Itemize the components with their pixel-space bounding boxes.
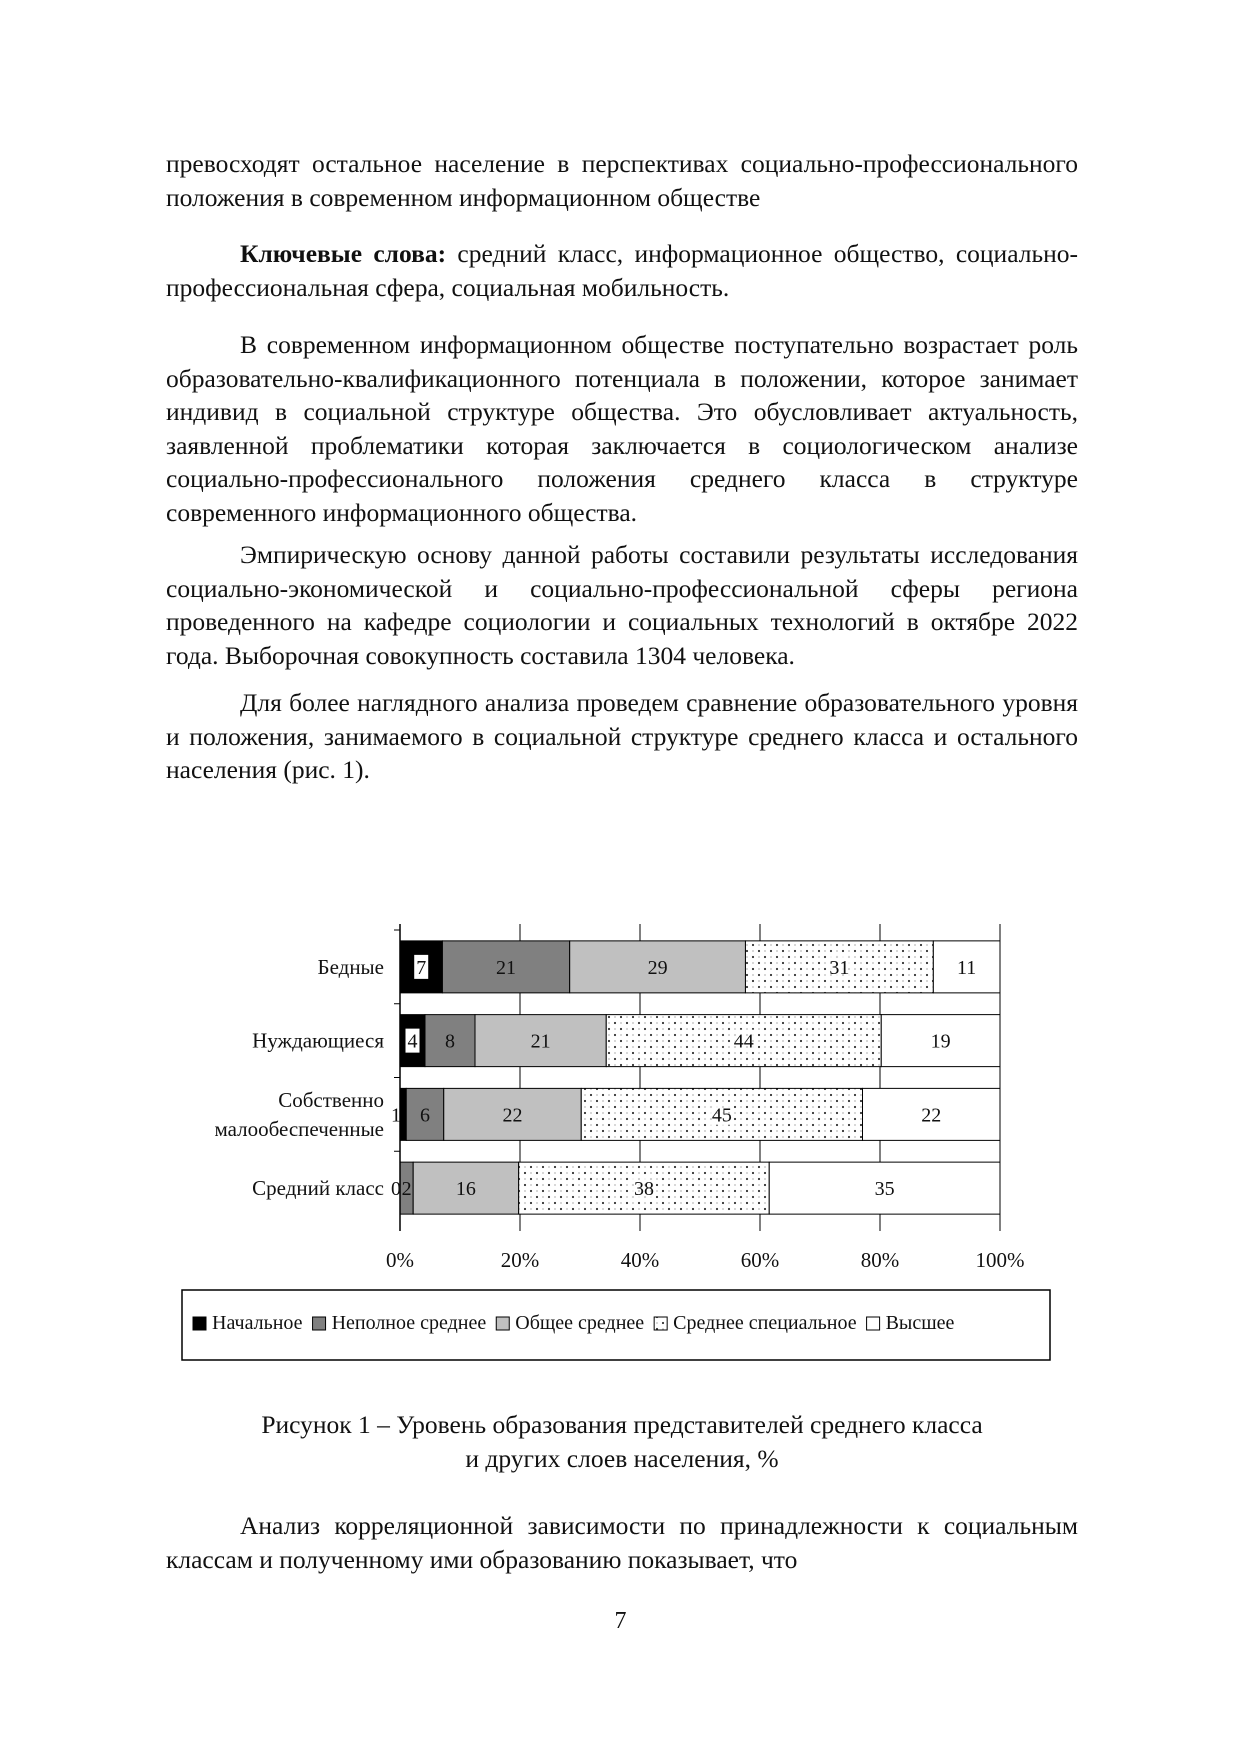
data-label: 45 [711, 1104, 732, 1127]
x-tick-label: 20% [500, 1248, 540, 1272]
category-label: Собственно малообеспеченные [214, 1087, 384, 1141]
x-tick-label: 0% [386, 1248, 414, 1272]
keywords-text: средний класс, информационное общество, социально-профессиональная сфера, социальная мобильность. [166, 239, 1078, 302]
keywords-label: Ключевые слова: [240, 239, 447, 268]
legend-swatch [313, 1317, 326, 1330]
x-tick-label: 80% [860, 1248, 900, 1272]
data-label: 35 [874, 1178, 895, 1201]
data-label: 22 [502, 1104, 523, 1127]
x-tick-label: 60% [740, 1248, 780, 1272]
data-label: 6 [420, 1104, 430, 1127]
figure-caption [166, 1408, 1078, 1475]
data-label: 7 [416, 956, 427, 979]
legend-swatch [867, 1317, 880, 1330]
data-label: 8 [445, 1030, 455, 1053]
data-label: 2 [401, 1178, 412, 1201]
data-label: 44 [733, 1030, 754, 1053]
data-label: 29 [647, 956, 668, 979]
x-tick-label: 100% [975, 1248, 1025, 1272]
data-label: 16 [455, 1178, 476, 1201]
data-label: 19 [930, 1030, 951, 1053]
paragraph-intro-end: превосходят остальное население в перспективах социально-профессионального положения в современном информационном обществе [166, 149, 1078, 212]
category-label: Бедные [317, 954, 384, 979]
data-label: 11 [957, 956, 977, 979]
data-label: 21 [530, 1030, 551, 1053]
legend-swatch [496, 1317, 509, 1330]
data-label: 4 [407, 1030, 418, 1053]
category-label: Средний класс [252, 1176, 384, 1201]
legend-label: Неполное среднее [331, 1312, 487, 1334]
legend-label: Высшее [885, 1312, 955, 1334]
paragraph-empirical-basis: Эмпирическую основу данной работы составили результаты исследования социально-экономической и социально-профессиональной сферы региона проведенного на кафедре социологии и социальных технологий в октябре 2022 года. Выборочная совокупность составила 1304 человека. [166, 540, 1078, 670]
paragraph-relevance: В современном информационном обществе поступательно возрастает роль образовательно-квалификационного потенциала в положении, которое занимает индивид в социальной структуре общества. Это обусловливает актуальность, заявленной проблематики которая заключается в социологическом анализе социально-профессионального положения среднего класса в структуре современного информационного общества. [166, 330, 1078, 527]
data-label: 1 [391, 1104, 401, 1127]
data-label: 31 [829, 956, 850, 979]
figure-caption-line-2: и других слоев населения, % [465, 1443, 779, 1473]
legend-swatch [193, 1317, 206, 1330]
legend-label: Среднее специальное [673, 1312, 857, 1334]
page-number: 7 [614, 1608, 627, 1634]
data-label: 38 [633, 1178, 654, 1201]
data-label: 0 [391, 1178, 401, 1201]
paragraph-correlation: Анализ корреляционной зависимости по принадлежности к социальным классам и полученному ими образованию показывает, что [166, 1511, 1078, 1574]
x-tick-label: 40% [620, 1248, 660, 1272]
legend-label: Начальное [212, 1312, 303, 1334]
figure-caption-line-1: Рисунок 1 – Уровень образования представителей среднего класса [261, 1410, 983, 1439]
data-label: 21 [496, 956, 517, 979]
data-label: 22 [921, 1104, 942, 1127]
legend-label: Общее среднее [515, 1312, 645, 1334]
category-label: Нуждающиеся [252, 1028, 384, 1053]
legend-swatch [654, 1317, 667, 1330]
paragraph-comparison: Для более наглядного анализа проведем сравнение образовательного уровня и положения, занимаемого в социальной структуре среднего класса и остального населения (рис. 1). [166, 688, 1078, 785]
